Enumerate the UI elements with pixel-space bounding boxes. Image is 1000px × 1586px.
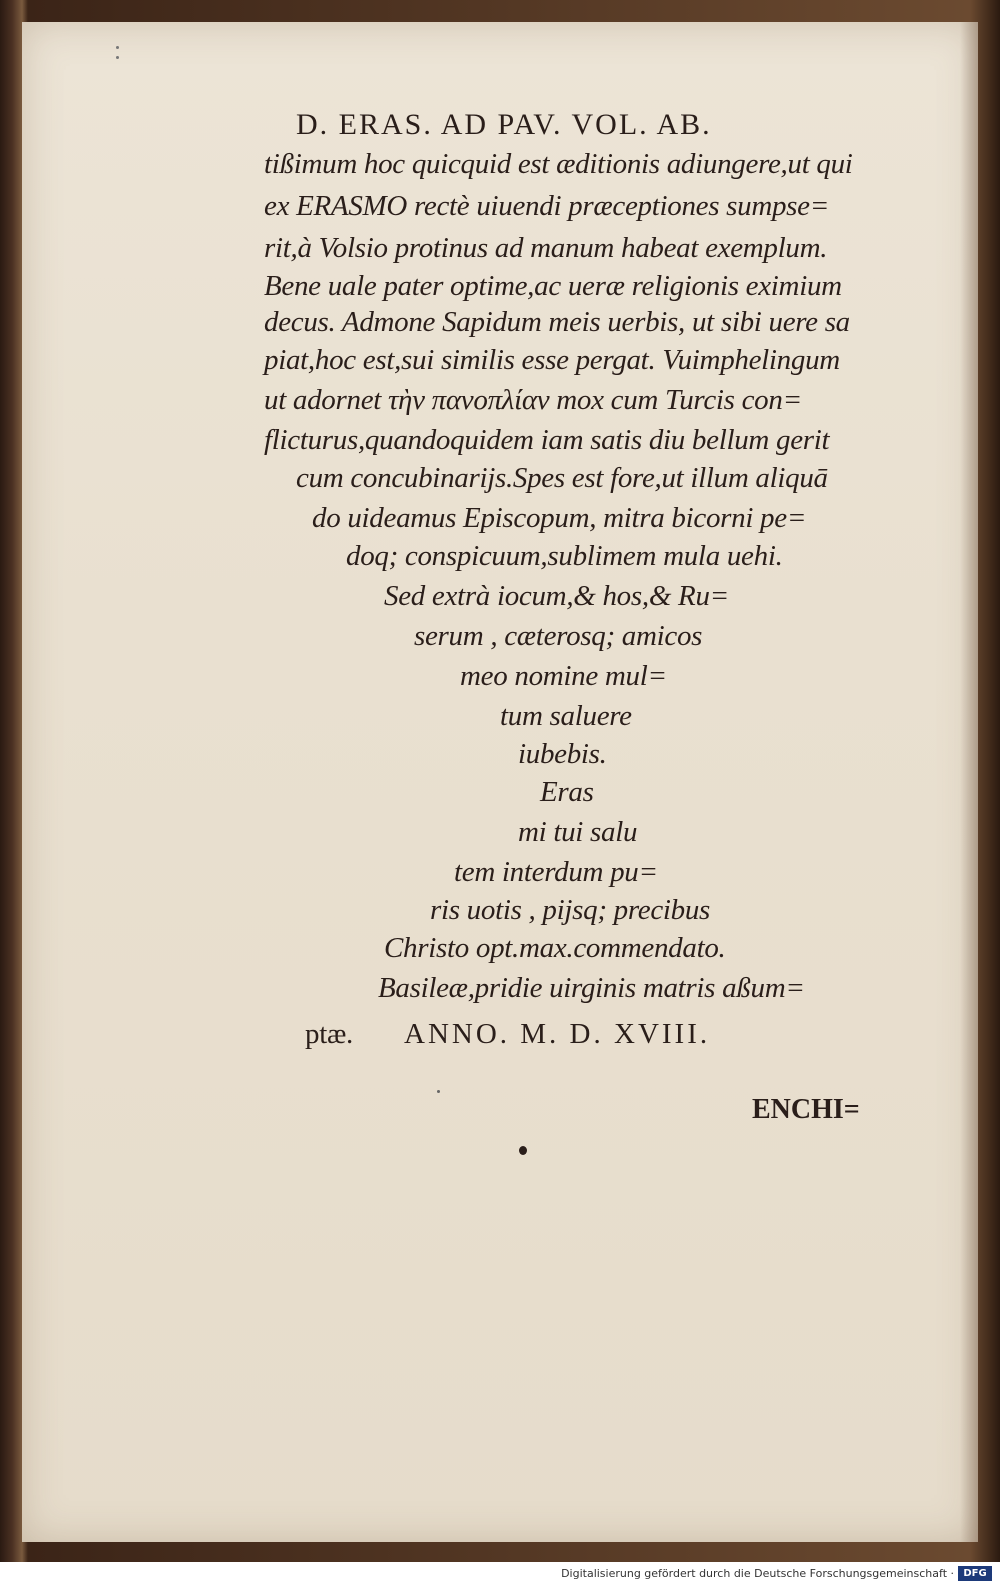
- body-line: Eras: [540, 776, 594, 808]
- body-line: rit,à Volsio protinus ad manum habeat exemplum.: [264, 232, 828, 264]
- body-line: cum concubinarijs.Spes est fore,ut illum aliquā: [296, 462, 828, 494]
- body-line: ut adornet τὴν πανοπλίαν mox cum Turcis con=: [264, 384, 802, 416]
- body-line: ris uotis , pijsq; precibus: [430, 894, 711, 926]
- ink-speck: [116, 46, 119, 49]
- running-header: D. ERAS. AD PAV. VOL. AB.: [296, 108, 712, 141]
- body-line: Sed extrà iocum,& hos,& Ru=: [384, 580, 729, 612]
- body-line: ex ERASMO rectè uiuendi præceptiones sumpse=: [264, 190, 830, 222]
- ink-speck: [116, 56, 119, 59]
- ink-spot: [519, 1146, 527, 1155]
- body-line: serum , cæterosq; amicos: [414, 620, 703, 652]
- body-line: tem interdum pu=: [454, 856, 658, 888]
- body-line: Christo opt.max.commendato.: [384, 932, 726, 964]
- body-line: decus. Admone Sapidum meis uerbis, ut sibi uere sa: [264, 306, 850, 338]
- body-line: tißimum hoc quicquid est æditionis adiungere,ut qui: [264, 148, 853, 180]
- body-line: iubebis.: [518, 738, 607, 770]
- body-line: meo nomine mul=: [460, 660, 667, 692]
- date-line: ANNO. M. D. XVIII.: [404, 1018, 711, 1050]
- dfg-logo: DFG: [958, 1566, 992, 1581]
- body-line: mi tui salu: [518, 816, 638, 848]
- funding-credit: Digitalisierung gefördert durch die Deutsche Forschungsgemeinschaft ·: [561, 1567, 954, 1580]
- footer-bar: [0, 1562, 1000, 1586]
- ink-speck: [437, 1090, 440, 1093]
- body-line: doq; conspicuum,sublimem mula uehi.: [346, 540, 783, 572]
- body-line: do uideamus Episcopum, mitra bicorni pe=: [312, 502, 807, 534]
- catchword: ENCHI=: [752, 1094, 860, 1125]
- body-line: piat,hoc est,sui similis esse pergat. Vuimphelingum: [264, 344, 840, 376]
- body-line: tum saluere: [500, 700, 632, 732]
- body-line: Basileæ,pridie uirginis matris aßum=: [378, 972, 805, 1004]
- body-line: Bene uale pater optime,ac ueræ religionis eximium: [264, 270, 842, 302]
- body-line: ptæ.: [305, 1018, 353, 1050]
- body-line: flicturus,quandoquidem iam satis diu bellum gerit: [264, 424, 830, 456]
